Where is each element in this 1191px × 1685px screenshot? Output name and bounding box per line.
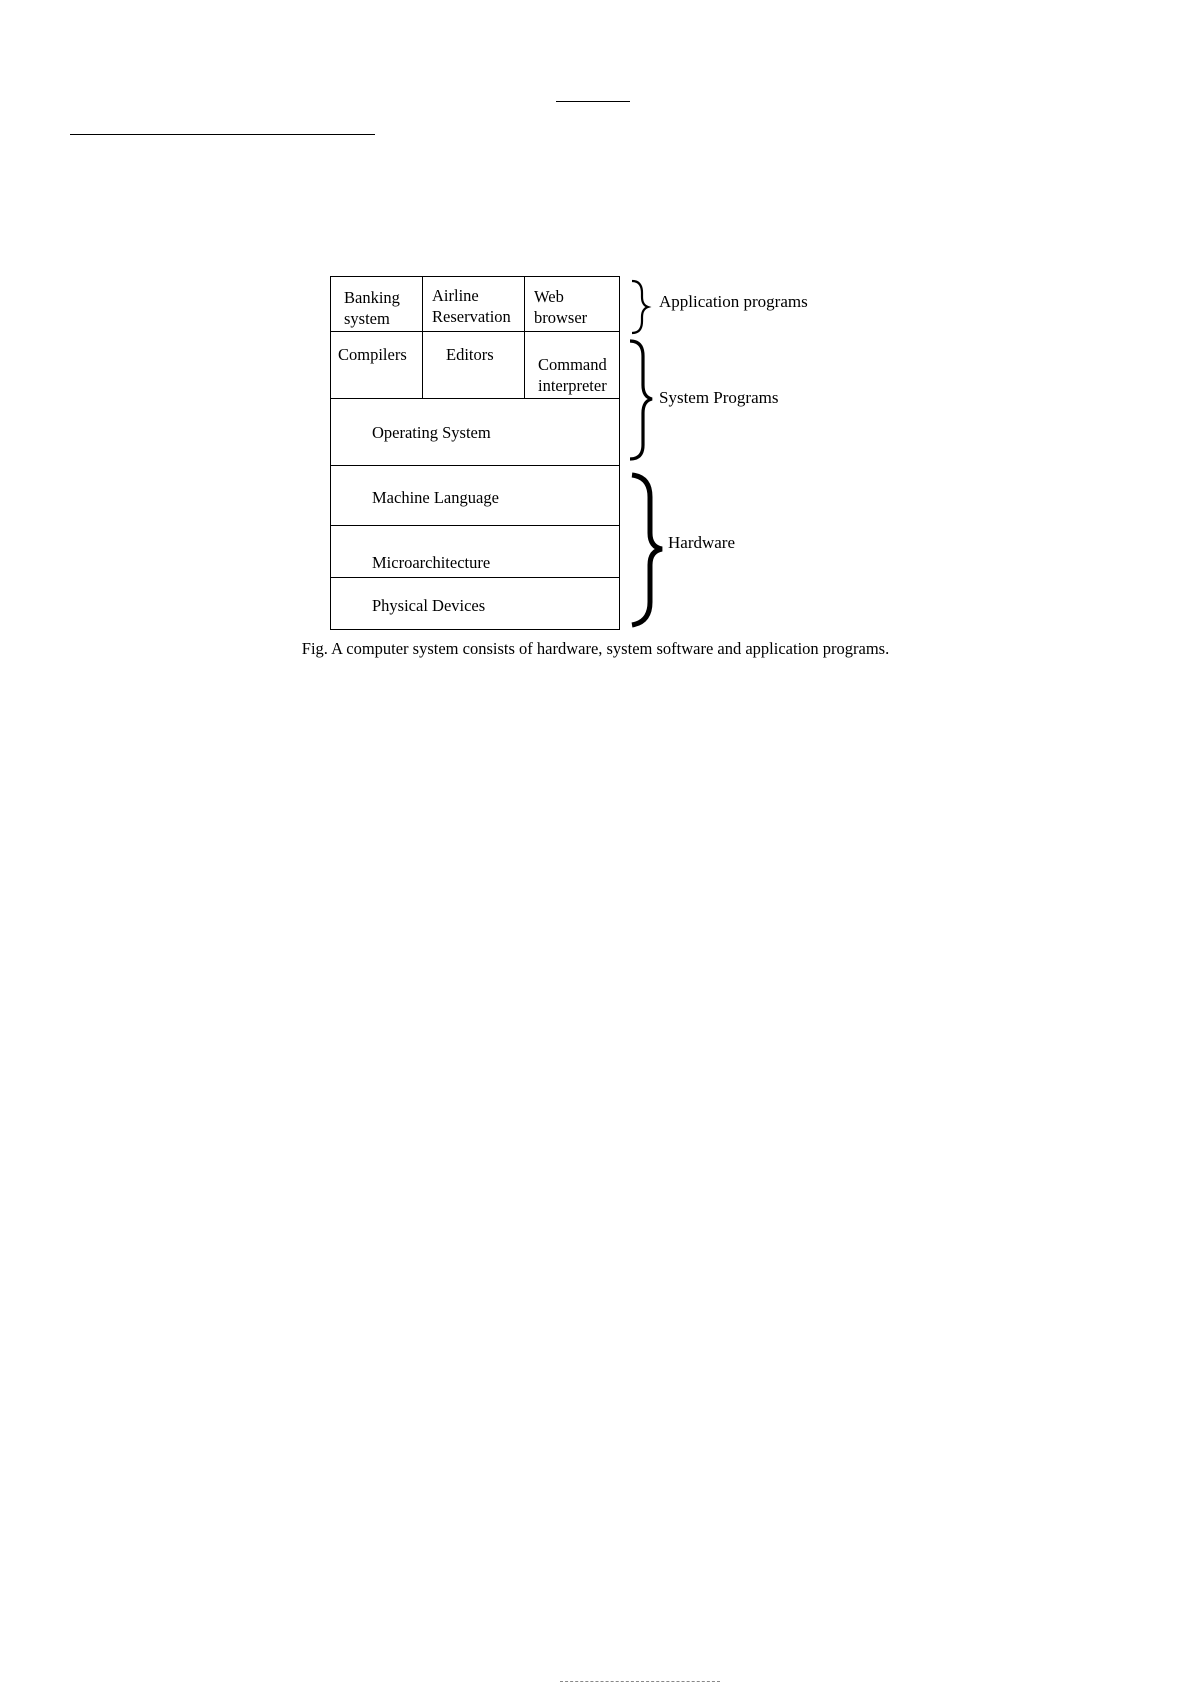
- cell-airline-reservation: Airline Reservation: [432, 286, 511, 326]
- application-brace: [632, 281, 648, 333]
- cell-compilers: Compilers: [338, 345, 407, 364]
- cell-editors: Editors: [446, 345, 494, 364]
- figure-caption: Fig. A computer system consists of hardware, system software and application programs.: [301, 639, 890, 658]
- layer-operating-system: Operating System: [372, 423, 491, 442]
- layer-machine-language: Machine Language: [372, 488, 499, 507]
- layer-physical-devices: Physical Devices: [372, 596, 486, 615]
- group-braces: [0, 0, 1191, 700]
- system-brace: [630, 341, 652, 459]
- label-application-programs: Application programs: [659, 292, 808, 311]
- cell-web-browser: Web browser: [534, 287, 588, 327]
- cell-banking-system: Banking system: [344, 288, 400, 328]
- layer-microarchitecture: Microarchitecture: [372, 553, 491, 572]
- label-system-programs: System Programs: [659, 388, 779, 407]
- label-hardware: Hardware: [668, 533, 736, 552]
- hardware-brace: [632, 475, 662, 625]
- cell-command-interpreter: Command interpreter: [538, 355, 607, 395]
- footer-marks: [560, 1681, 720, 1684]
